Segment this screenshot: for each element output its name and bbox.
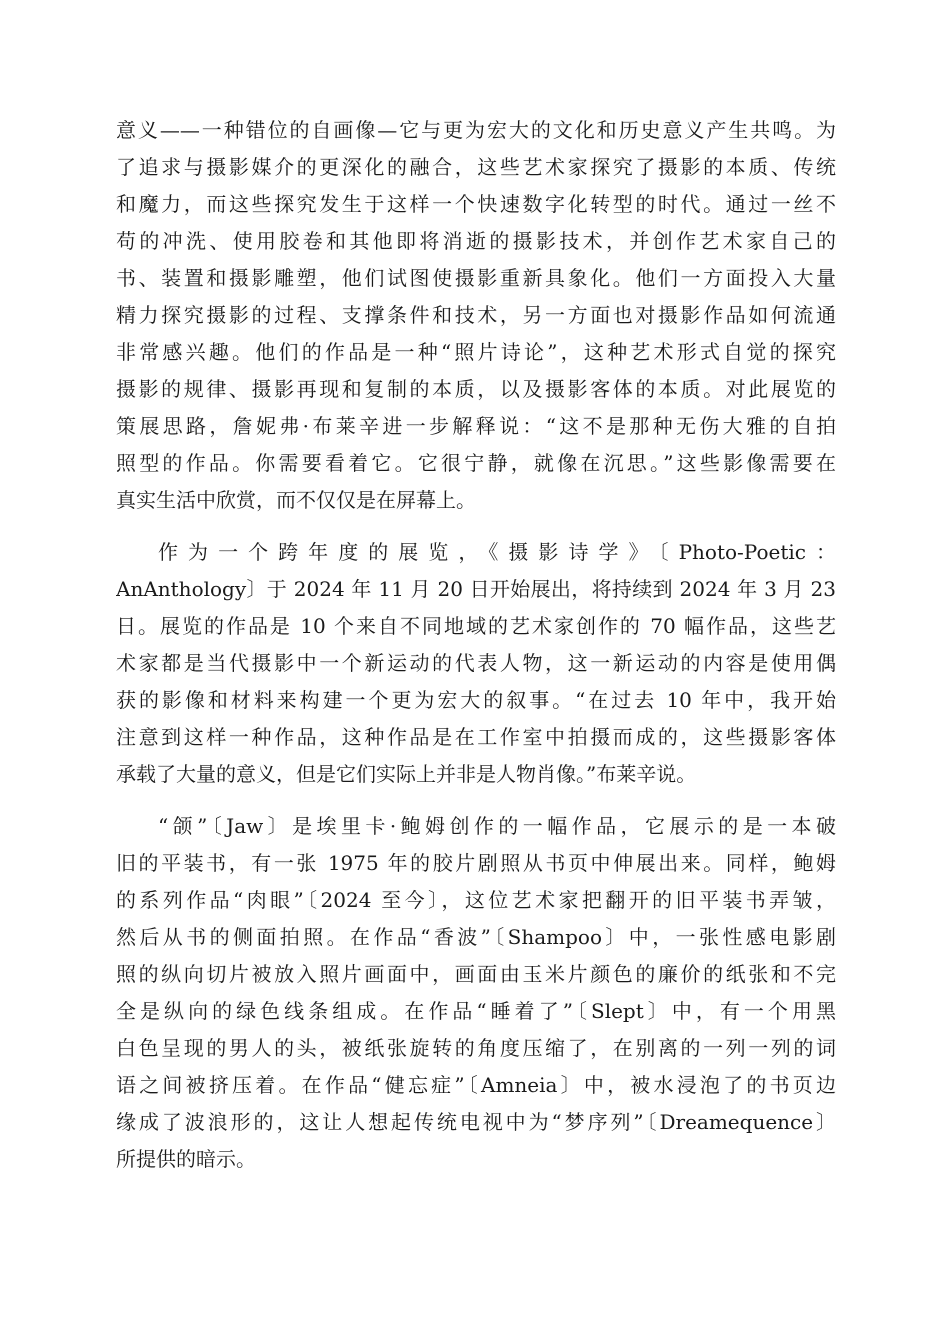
paragraph-1 [116,112,836,519]
text-line: 获的影像和材料来构建一个更为宏大的叙事。“在过去 10 年中，我开始 [116,688,836,712]
text-line: 照型的作品。你需要看着它。它很宁静，就像在沉思。”这些影像需要在 [116,451,836,475]
text-line: 摄影的规律、摄影再现和复制的本质，以及摄影客体的本质。对此展览的 [116,377,836,401]
text-line: 缘成了波浪形的，这让人想起传统电视中为“梦序列”〔Dreamequence〕 [116,1110,836,1134]
text-line: 苟的冲洗、使用胶卷和其他即将消逝的摄影技术，并创作艺术家自己的 [116,229,836,253]
text-line: “颌”〔Jaw〕是埃里卡·鲍姆创作的一幅作品，它展示的是一本破 [158,814,836,838]
paragraph-gap [116,519,836,534]
text-line: 照的纵向切片被放入照片画面中，画面由玉米片颜色的廉价的纸张和不完 [116,962,836,986]
paragraph-2 [116,534,836,793]
paragraph-3 [116,808,836,1178]
text-line: 非常感兴趣。他们的作品是一种“照片诗论”，这种艺术形式自觉的探究 [116,340,836,364]
text-line: 日。展览的作品是 10 个来自不同地域的艺术家创作的 70 幅作品，这些艺 [116,614,836,638]
text-line: 全是纵向的绿色线条组成。在作品“睡着了”〔Slept〕中，有一个用黑 [116,999,836,1023]
text-line: 然后从书的侧面拍照。在作品“香波”〔Shampoo〕中，一张性感电影剧 [116,925,836,949]
text-line: 旧的平装书，有一张 1975 年的胶片剧照从书页中伸展出来。同样，鲍姆 [116,851,836,875]
paragraph-gap [116,793,836,808]
text-line: 白色呈现的男人的头，被纸张旋转的角度压缩了，在别离的一列一列的词 [116,1036,836,1060]
text-line: 术家都是当代摄影中一个新运动的代表人物，这一新运动的内容是使用偶 [116,651,836,675]
text-line: 承载了大量的意义，但是它们实际上并非是人物肖像。”布莱辛说。 [116,762,697,786]
text-line: 意义——一种错位的自画像—它与更为宏大的文化和历史意义产生共鸣。为 [116,118,836,142]
text-line: 的系列作品“肉眼”〔2024 至今〕，这位艺术家把翻开的旧平装书弄皱， [116,888,836,912]
text-line: 书、装置和摄影雕塑，他们试图使摄影重新具象化。他们一方面投入大量 [116,266,836,290]
text-line: 精力探究摄影的过程、支撑条件和技术，另一方面也对摄影作品如何流通 [116,303,836,327]
text-line: 和魔力，而这些探究发生于这样一个快速数字化转型的时代。通过一丝不 [116,192,836,216]
text-line: 注意到这样一种作品，这种作品是在工作室中拍摄而成的，这些摄影客体 [116,725,836,749]
text-line: 作为一个跨年度的展览，《摄影诗学》〔Photo-Poetic： [158,540,836,564]
text-line: AnAnthology〕于 2024 年 11 月 20 日开始展出，将持续到 2024 年 3 月 23 [116,577,836,601]
text-line: 语之间被挤压着。在作品“健忘症”〔Amneia〕中，被水浸泡了的书页边 [116,1073,836,1097]
text-line: 策展思路，詹妮弗·布莱辛进一步解释说：“这不是那种无伤大雅的自拍 [116,414,836,438]
text-line: 所提供的暗示。 [116,1147,256,1171]
text-line: 了追求与摄影媒介的更深化的融合，这些艺术家探究了摄影的本质、传统 [116,155,836,179]
text-line: 真实生活中欣赏，而不仅仅是在屏幕上。 [116,488,476,512]
document-body [116,112,836,1178]
